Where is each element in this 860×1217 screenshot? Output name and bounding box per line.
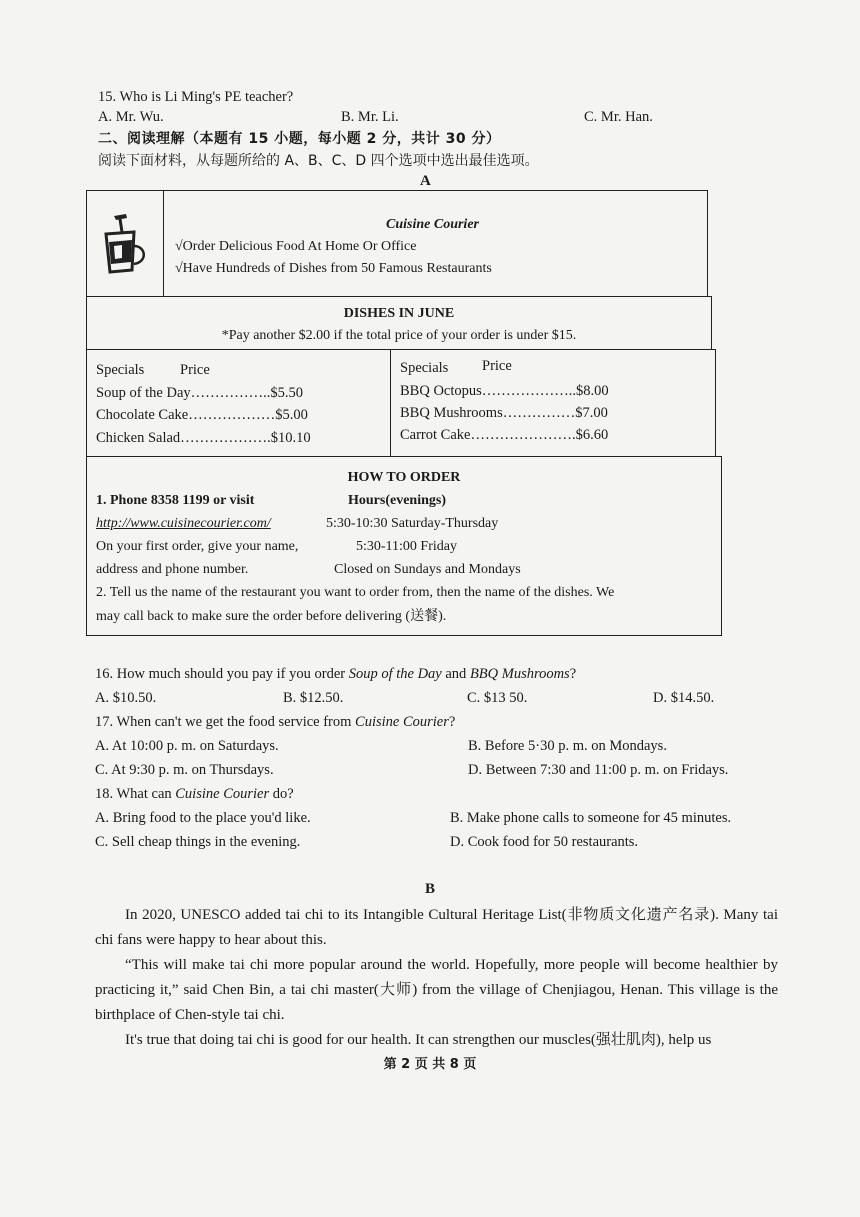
ad-header-divider <box>163 190 164 297</box>
passage-b-paragraph-2: “This will make tai chi more popular around the world. Hopefully, more people will become healthier by practicing it,” said Chen Bin, a tai chi master(大师) from the village of Chenjiagou, Henan. This village is the birthplace of Chen-style tai chi. <box>95 957 778 1023</box>
q18-option-c: C. Sell cheap things in the evening. <box>95 834 301 850</box>
right-header-specials: Specials <box>400 360 449 376</box>
question-18: 18. What can Cuisine Courier do? <box>95 786 294 802</box>
closed-days: Closed on Sundays and Mondays <box>334 562 521 577</box>
left-header-price: Price <box>180 362 210 378</box>
q18-option-d: D. Cook food for 50 restaurants. <box>450 834 639 850</box>
q16-option-a: A. $10.50. <box>95 690 157 706</box>
q16-option-b: B. $12.50. <box>283 690 344 706</box>
q18-option-b: B. Make phone calls to someone for 45 minutes. <box>450 810 732 826</box>
cuisine-courier-ad <box>86 190 722 636</box>
q16-option-d: D. $14.50. <box>653 690 715 706</box>
section-heading: 二、阅读理解（本题有 15 小题，每小题 2 分，共计 30 分） <box>98 131 501 147</box>
ad-feature-1: √Order Delicious Food At Home Or Office <box>175 239 417 254</box>
hours-friday: 5:30-11:00 Friday <box>356 539 457 554</box>
left-header-specials: Specials <box>96 362 145 378</box>
how-to-order-title: HOW TO ORDER <box>347 470 461 485</box>
ad-title: Cuisine Courier <box>386 217 479 232</box>
question-15: 15. Who is Li Ming's PE teacher? <box>98 89 294 105</box>
step2-line2: may call back to make sure the order before delivering (送餐). <box>96 609 447 624</box>
ad-feature-2: √Have Hundreds of Dishes from 50 Famous Restaurants <box>175 261 492 276</box>
address-note: address and phone number. <box>96 562 249 577</box>
q15-option-c: C. Mr. Han. <box>584 109 653 125</box>
menu-item-bbq-octopus: BBQ Octopus………………..$8.00 <box>400 383 609 399</box>
dishes-title: DISHES IN JUNE <box>343 306 455 321</box>
section-instruction: 阅读下面材料，从每题所给的 A、B、C、D 四个选项中选出最佳选项。 <box>98 153 539 169</box>
q17-option-a: A. At 10:00 p. m. on Saturdays. <box>95 738 279 754</box>
question-16: 16. How much should you pay if you order Soup of the Day and BBQ Mushrooms? <box>95 666 577 682</box>
q16-option-c: C. $13 50. <box>467 690 528 706</box>
page-number: 第 2 页 共 8 页 <box>383 1057 477 1072</box>
q17-option-b: B. Before 5·30 p. m. on Mondays. <box>468 738 667 754</box>
hours-weekday: 5:30-10:30 Saturday-Thursday <box>326 516 499 531</box>
website-link[interactable]: http://www.cuisinecourier.com/ <box>96 516 271 531</box>
menu-item-bbq-mushrooms: BBQ Mushrooms……………$7.00 <box>400 405 608 421</box>
q15-option-b: B. Mr. Li. <box>341 109 399 125</box>
phone-instruction: 1. Phone 8358 1199 or visit <box>96 493 255 508</box>
hours-title: Hours(evenings) <box>348 493 446 508</box>
question-17: 17. When can't we get the food service from Cuisine Courier? <box>95 714 456 730</box>
right-header-price: Price <box>482 358 512 374</box>
first-order-note: On your first order, give your name, <box>96 539 299 554</box>
menu-item-carrot-cake: Carrot Cake………………….$6.60 <box>400 427 609 443</box>
passage-b-label: B <box>425 881 436 897</box>
menu-divider <box>390 349 391 457</box>
price-note: *Pay another $2.00 if the total price of your order is under $15. <box>221 328 577 343</box>
menu-item-chicken-salad: Chicken Salad……………….$10.10 <box>96 430 311 446</box>
passage-a-label: A <box>420 173 431 189</box>
passage-b-paragraph-1: In 2020, UNESCO added tai chi to its Intangible Cultural Heritage List(非物质文化遗产名录). Many tai chi fans were happy to hear about this. <box>95 907 778 948</box>
menu-item-chocolate-cake: Chocolate Cake………………$5.00 <box>96 407 308 423</box>
menu-item-soup: Soup of the Day……………..$5.50 <box>96 385 304 401</box>
q15-option-a: A. Mr. Wu. <box>98 109 164 125</box>
q18-option-a: A. Bring food to the place you'd like. <box>95 810 311 826</box>
drink-cup-icon <box>100 212 156 276</box>
step2-line1: 2. Tell us the name of the restaurant you want to order from, then the name of the dishes. We <box>96 585 615 600</box>
q17-option-d: D. Between 7:30 and 11:00 p. m. on Fridays. <box>468 762 729 778</box>
passage-b-paragraph-3: It's true that doing tai chi is good for our health. It can strengthen our muscles(强壮肌肉), help us <box>125 1032 712 1048</box>
q17-option-c: C. At 9:30 p. m. on Thursdays. <box>95 762 274 778</box>
